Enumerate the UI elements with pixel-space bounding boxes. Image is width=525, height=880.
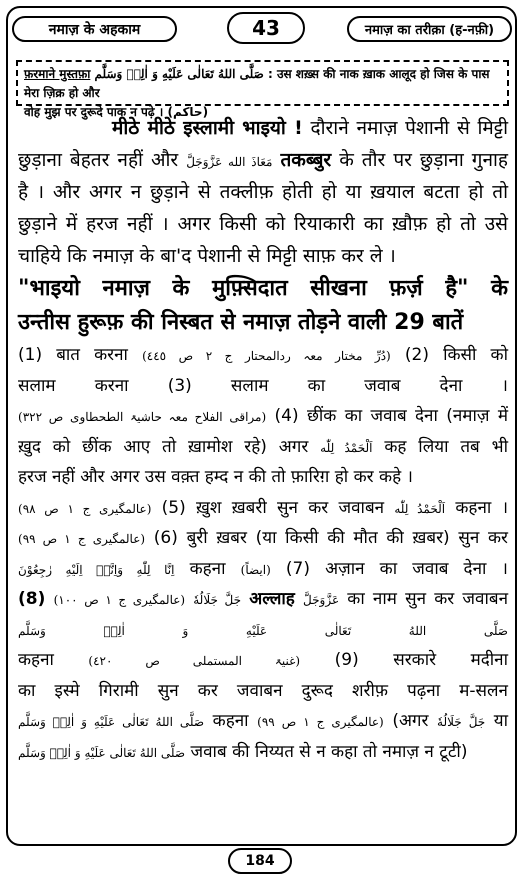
hadith-text-2: वोह मुझ पर दुरूदे पाक न पढ़े । (حاکم) (24, 105, 209, 119)
para1-text-1: दौराने नमाज़ पेशानी से मिट्टी (310, 117, 508, 139)
arabic-alhamdulillah: اَلْحَمْدُ لِلّٰه (320, 440, 373, 455)
note-end: जवाब की निय्यत से न कहा तो नमाज़ न टूटी) (190, 741, 468, 762)
item-4-cont-b: कह लिया तब भी (384, 436, 508, 457)
item-line-9 (18, 584, 508, 615)
item-line-12: का इस्मे गिरामी सुन कर जवाबन दुरूद शरीफ़ पढ़ना म-सलन (18, 680, 508, 701)
item-line-11 (18, 645, 508, 676)
arabic-salutation: صَلَّى اللهُ تَعَالٰى عَلَيْهِ وَ اٰلِهٖ وَسَلَّم (18, 715, 205, 729)
para1-line-5: चाहिये कि नमाज़ के बा'द पेशानी से मिट्टी साफ़ कर ले । (18, 245, 396, 267)
para1-text-2b: के तौर पर छुड़ाना गुनाह (339, 149, 509, 171)
para1-lead: मीठे मीठे इस्लामी भाइयो ! (112, 117, 303, 139)
item-8-end: कहना (18, 650, 54, 670)
book-title: नमाज़ के अहकाम (12, 16, 177, 42)
item-line-1 (18, 340, 508, 371)
para1-line-2 (18, 144, 508, 176)
para1-line-3: है । और अगर न छुड़ाने से तक्लीफ़ होती हो या ख़याल बटता हो तो (18, 181, 508, 203)
reference: (ایضاً) (240, 562, 271, 577)
items-list (18, 340, 508, 767)
item-line-6 (18, 493, 508, 524)
arabic-salutation: صَلَّى اللهُ تَعَالٰى عَلَيْهِ وَ اٰلِهٖ وَسَلَّم (18, 623, 508, 638)
reference: (دُرِّ مختار معہ ردالمحتار ج ۲ ص ٤٤٥) (142, 349, 391, 363)
para1-line-4: छुड़ाने में हरज नहीं । अगर किसी को रियाकारी का ख़ौफ़ हो तो उसे (18, 213, 508, 235)
item-8-bold: अल्लाह (249, 589, 295, 609)
item-line-8 (18, 554, 508, 585)
item-line-7 (18, 523, 508, 554)
arabic-maaz-allah: مَعَاذَ الله عَزَّوَجَلَّ (186, 155, 273, 169)
item-line-3 (18, 401, 508, 432)
reference: (عالمگیری ج ۱ ص ۹۹) (18, 532, 146, 546)
arabic-jalla-jalaluhu: جَلَّ جَلَالُهٗ (193, 593, 242, 607)
para1-line-1 (18, 112, 508, 144)
reference: (عالمگیری ج ۱ ص ۹۸) (18, 501, 152, 516)
item-line-2: सलाम करना (3) सलाम का जवाब देना । (18, 375, 508, 396)
item-line-13 (18, 706, 508, 737)
item-line-5: हरज नहीं और अगर उस वक़्त हम्द न की तो फ़ारिग़ हो कर कहे । (18, 467, 413, 487)
chapter-title: नमाज़ का तरीक़ा (ह-नफ़ी) (347, 16, 512, 42)
hadith-salutation: صَلَّى اللهُ تَعَالٰى عَلَيْهِ وَ اٰلِهٖ وَسَلَّم (94, 67, 264, 81)
para1-text-2a: छुड़ाना बेहतर नहीं और (18, 149, 179, 171)
reference: (عالمگیری ج ۱ ص ۹۹) (257, 715, 384, 729)
item-9: (9) सरकारे मदीना (334, 650, 509, 670)
item-line-4 (18, 432, 508, 463)
arabic-jalla-jalaluhu: جَلَّ جَلَالُهٗ (437, 715, 486, 729)
arabic-alhamdulillah: اَلْحَمْدُ لِلّٰه (394, 501, 446, 516)
item-6-end: कहना (189, 558, 226, 579)
arabic-salutation: صَلَّى اللهُ تَعَالٰى عَلَيْهِ وَ اٰلِهٖ وَسَلَّم (18, 745, 186, 760)
arabic-azza-wa-jall: عَزَّوَجَلَّ (303, 593, 340, 607)
item-2-start: (2) किसी को (404, 345, 509, 365)
hadith-box (16, 60, 509, 119)
hadith-text-1: : उस शख़्स की नाक ख़ाक आलूद हो जिस के पास मेरा ज़िक्र हो और (24, 67, 490, 100)
main-text (18, 112, 508, 767)
item-4: (4) छींक का जवाब देना (नमाज़ में (274, 406, 509, 426)
item-7: (7) अज़ान का जवाब देना । (285, 558, 508, 579)
hadith-line-1 (24, 65, 501, 103)
chapter-page-number: 43 (227, 12, 305, 44)
item-9-end: कहना (212, 711, 249, 731)
arabic-inna-lillah: اِنَّا لِلّٰهِ وَاِنَّاۤ اِلَيْهِ رٰجِعُوْنَ (18, 562, 175, 577)
heading-line-1: "भाइयो नमाज़ के मुफ़्सिदात सीखना फ़र्ज़ है" के (18, 276, 508, 301)
reference: (غنیۃ المستملی ص ٤٢٠) (88, 654, 301, 668)
hadith-title: फ़रमाने मुस्तफ़ा (24, 67, 91, 81)
item-line-14 (18, 737, 508, 768)
item-5: (5) ख़ुश ख़बरी सुन कर जवाबन (161, 497, 385, 518)
item-1: (1) बात करना (18, 345, 128, 365)
page-header (12, 12, 512, 46)
heading-line-2: उन्तीस हुरूफ़ की निस्बत से नमाज़ तोड़ने वाली 29 बातें (18, 310, 464, 335)
note-start: (अगर (392, 711, 429, 731)
item-4-cont: ख़ुद को छींक आए तो ख़ामोश रहे) अगर (18, 436, 309, 457)
page-number: 184 (228, 848, 292, 874)
reference: (مراقی الفلاح معہ حاشیۃ الطحطاوی ص ۳۲۲) (18, 410, 267, 424)
para1-bold-word: तकब्बुर (280, 149, 332, 171)
item-5-end: कहना । (455, 497, 509, 518)
item-8: का नाम सुन कर जवाबन (347, 589, 509, 609)
item-8-number: (8) (18, 589, 46, 609)
note-or: या (493, 711, 509, 731)
item-6: (6) बुरी ख़बर (या किसी की मौत की ख़बर) सुन कर (153, 528, 509, 548)
item-line-10 (18, 615, 508, 646)
reference: (عالمگیری ج ۱ ص ۱۰۰) (53, 593, 186, 607)
